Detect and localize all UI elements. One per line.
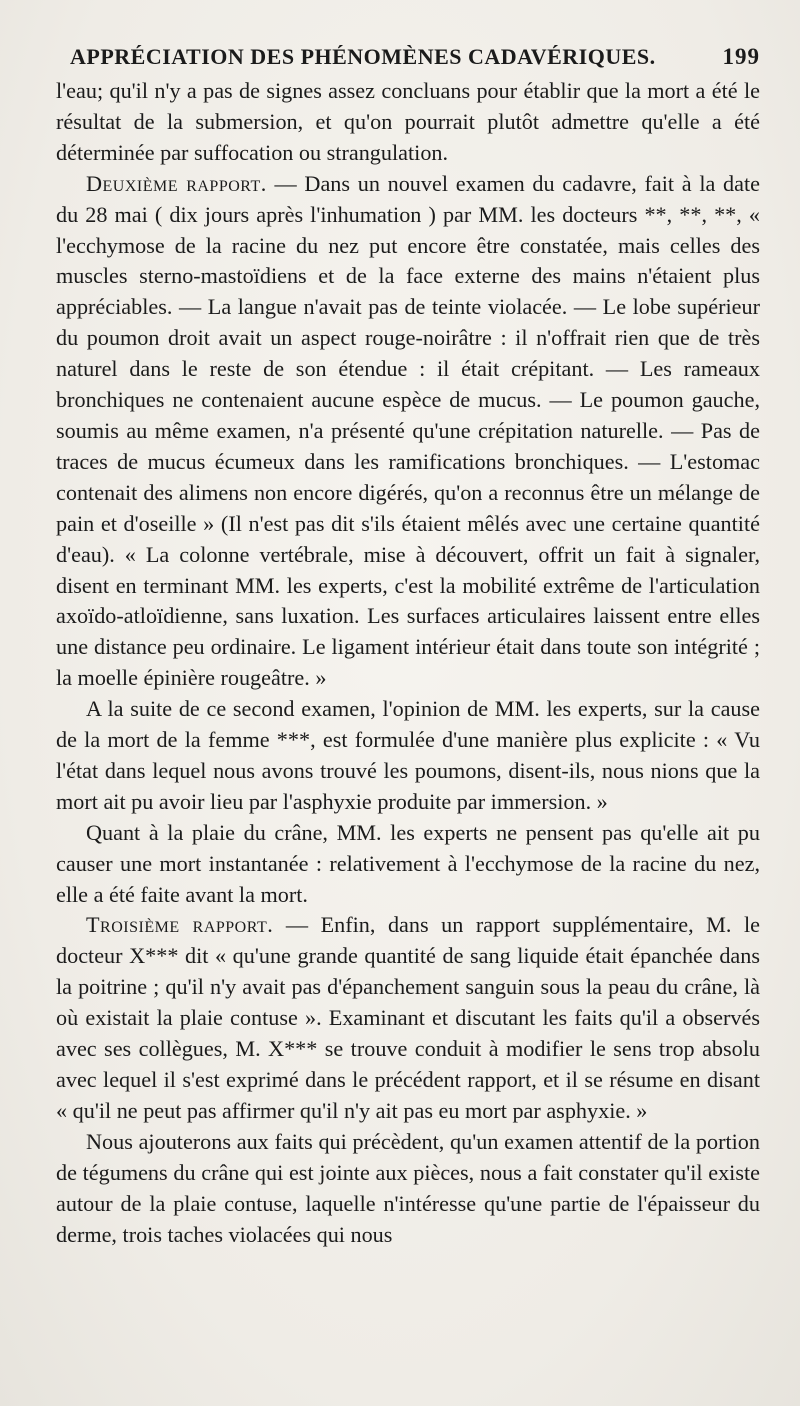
paragraph-2 — [56, 169, 760, 694]
paragraph-4 — [56, 818, 760, 911]
paragraph-5-text: — Enfin, dans un rapport supplémentaire, M. le docteur X*** dit « qu'une grande quantité de sang liquide était épanchée dans la poitrine ; qu'il n'y avait pas d'épanchement sanguin sous la peau du crâne, là où existait la plaie contuse ». Examinant et discutant les faits qu'il a observés avec ses collègues, M. X*** se trouve conduit à modifier le sens trop absolu avec lequel il s'est exprimé dans le précédent rapport, et il se résume en disant « qu'il ne peut pas affirmer qu'il n'y ait pas eu mort par asphyxie. » — [56, 912, 761, 1123]
paragraph-3-text: A la suite de ce second examen, l'opinion de MM. les experts, sur la cause de la mort de la femme ***, est formulée d'une manière plus explicite : « Vu l'état dans lequel nous avons trouvé les poumons, disent-ils, nous nions que la mort ait pu avoir lieu par l'asphyxie produite par immersion. » — [56, 696, 760, 814]
paragraph-3 — [56, 694, 760, 818]
paragraph-6 — [56, 1127, 760, 1251]
paragraph-6-text: Nous ajouterons aux faits qui précèdent, qu'un examen attentif de la portion de tégumens du crâne qui est jointe aux pièces, nous a fait constater qu'il existe autour de la plaie contuse, laquelle n'intéresse qu'une partie de l'épaisseur du derme, trois taches violacées qui nous — [56, 1128, 760, 1247]
page-number: 199 — [722, 44, 760, 69]
paragraph-1-text: l'eau; qu'il n'y a pas de signes assez concluans pour établir que la mort a été le résultat de la submersion, et qu'on pourrait plutôt admettre qu'elle a été déterminée par suffocation ou strangulation. — [56, 78, 760, 165]
section-heading-deuxieme-rapport: Deuxième rapport. — [86, 170, 267, 196]
paragraph-4-text: Quant à la plaie du crâne, MM. les experts ne pensent pas qu'elle ait pu causer une mort instantanée : relativement à l'ecchymose de la racine du nez, elle a été faite avant la mort. — [56, 819, 760, 907]
running-header — [70, 44, 760, 70]
paragraph-5 — [56, 910, 760, 1126]
running-title: APPRÉCIATION DES PHÉNOMÈNES CADAVÉRIQUES. — [70, 44, 656, 69]
paragraph-1 — [56, 76, 760, 169]
section-heading-troisieme-rapport: Troisième rapport. — [86, 912, 274, 938]
body-text — [56, 76, 760, 1250]
paragraph-2-text: — Dans un nouvel examen du cadavre, fait à la date du 28 mai ( dix jours après l'inhumation ) par MM. les docteurs **, **, **, « l'ecchymose de la racine du nez put encore être constatée, mais celles des muscles sterno-mastoïdiens et de la face externe des mains n'étaient plus appréciables. — La langue n'avait pas de teinte violacée. — Le lobe supérieur du poumon droit avait un aspect rouge-noirâtre : il n'offrait rien que de très naturel dans le reste de son étendue : il était crépitant. — Les rameaux bronchiques ne contenaient aucune espèce de mucus. — Le poumon gauche, soumis au même examen, n'a présenté qu'une crépitation naturelle. — Pas de traces de mucus écumeux dans les ramifications bronchiques. — L'estomac contenait des alimens non encore digérés, qu'on a reconnus être un mélange de pain et d'oseille » (Il n'est pas dit s'ils étaient mêlés avec une certaine quantité d'eau). « La colonne vertébrale, mise à découvert, offrit un fait à signaler, disent en terminant MM. les experts, c'est la mobilité extrême de l'articulation axoïdo-atloïdienne, sans luxation. Les surfaces articulaires laissent entre elles une distance peu ordinaire. Le ligament intérieur était dans toute son intégrité ; la moelle épinière rougeâtre. » — [56, 170, 760, 691]
